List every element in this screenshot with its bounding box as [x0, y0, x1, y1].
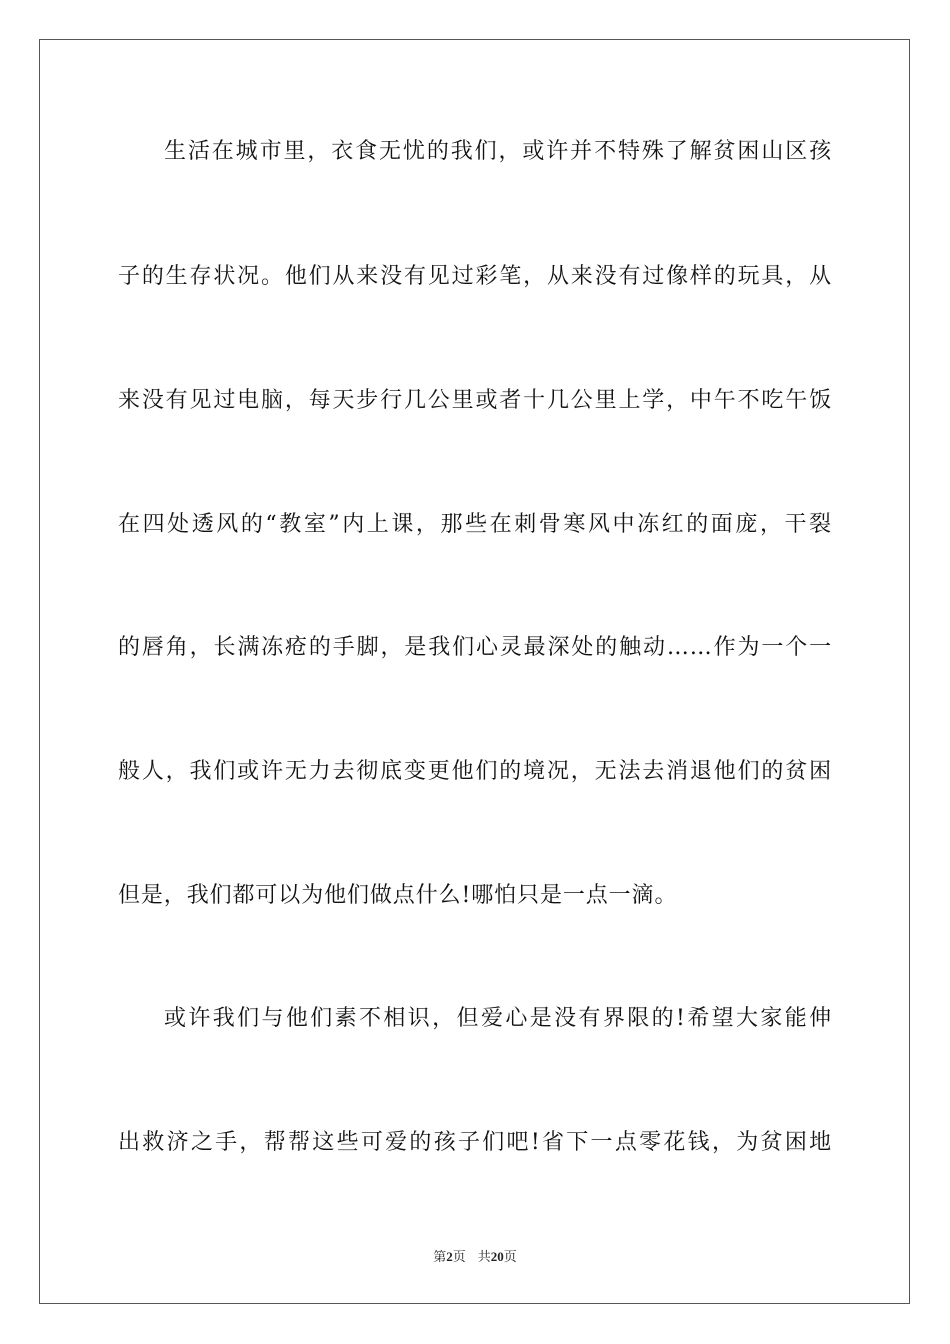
paragraph-1-line-7: 但是，我们都可以为他们做点什么!哪怕只是一点一滴。 — [118, 883, 678, 908]
total-unit: 页 — [503, 1250, 517, 1265]
paragraph-1-line-5: 的唇角，长满冻疮的手脚，是我们心灵最深处的触动……作为一个一 — [118, 635, 832, 660]
paragraph-1-line-2: 子的生存状况。他们从来没有见过彩笔，从来没有过像样的玩具，从 — [118, 264, 832, 289]
page-number: 2 — [446, 1249, 453, 1264]
paragraph-1-line-1: 生活在城市里，衣食无忧的我们，或许并不特殊了解贫困山区孩 — [164, 139, 832, 164]
page-prefix: 第 — [433, 1250, 447, 1265]
paragraph-1-line-4: 在四处透风的“教室”内上课，那些在刺骨寒风中冻红的面庞，干裂 — [118, 512, 832, 537]
page-border — [39, 39, 910, 1304]
page-footer — [0, 1248, 950, 1267]
paragraph-2-line-1: 或许我们与他们素不相识，但爱心是没有界限的!希望大家能伸 — [164, 1006, 832, 1031]
total-pages: 20 — [490, 1249, 504, 1264]
paragraph-2-line-2: 出救济之手，帮帮这些可爱的孩子们吧!省下一点零花钱，为贫困地 — [118, 1130, 832, 1155]
paragraph-1-line-6: 般人，我们或许无力去彻底变更他们的境况，无法去消退他们的贫困 — [118, 759, 832, 784]
page-unit: 页 — [452, 1250, 466, 1265]
paragraph-1-line-3: 来没有见过电脑，每天步行几公里或者十几公里上学，中午不吃午饭 — [118, 388, 832, 413]
total-prefix: 共 — [477, 1250, 491, 1265]
